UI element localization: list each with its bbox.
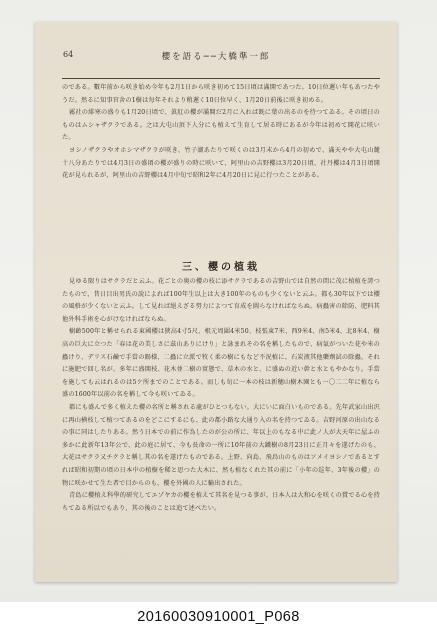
page-number: 64 [63, 50, 74, 59]
paragraph: ヨシノザクラやオホシマザクラが咲き、竹子湖あたりで咲くのは3月末から4月の初めで、滿天やや大屯山麓十八分あたりでは4月3日の盛頃の櫻が盛りの時に咲いて、阿里山の吉野櫻は3月20日頃、社丹櫻は4月3日頃開花が見られるが、阿里山の吉野櫻は4月中旬で昭和2年に4月20日に見に行つたことがある。 [62, 146, 380, 180]
page-header [35, 50, 397, 62]
section-heading: 三、櫻の植栽 [182, 262, 260, 273]
header-rule [62, 78, 380, 79]
archive-id-label: 20160030910001_P068 [137, 609, 300, 625]
paragraph: のである。數年前から咲き始め今年も2月1日から咲き初めて15日頃は滿開であつた。10日位遲い年もあつたやうだ。然るに知事官舍の1樹は每年それより稍遲く10日位早く、1月20日前後に咲き初める。 [62, 84, 380, 104]
paragraph: 見ゆる限りはサクラだと云ふ。花ごとの奥の櫻の枝に添サクラであるの吉野山では自然の間に茂に植植を誇つたもので、昔日目出男氏の說によれば100年生以上は大き100年のものも少くないと云ふ。都も30年以下では櫻の風格が少くないと云ふ。して見れば絕えざる努力によつて育成を圖らなければならぬ。病蟲害の除防、肥料其他外科手術を心がけなければならぬ。 [62, 278, 380, 323]
paragraph: 霧社の緋寒の盛りも1月20日頃で、眞紅の櫻が滿開だ2月に入れば既に葉の出るのを待つてゐる。その頃日のものはムシャザクラである。之は大屯山頂下人分にも植えて生育して居る時にあるが今年は初めて開花に咲いた。 [62, 109, 380, 142]
body-text-bottom [62, 276, 380, 515]
body-text-top [62, 82, 380, 183]
paragraph: 青島に櫻植え科學的研究してエゾヤカの櫻を植えて其名を見つる事が、日本人は大和心を咲くの賞でる心を持ちてゐる所以でもあり、其の後のことは追て述べたい。 [62, 492, 380, 512]
running-title: 櫻を語る──大橋準一郎 [161, 52, 271, 62]
paragraph: 都にも盛んで多く植えた櫻の名所と稱される處がひとつもない。大にいに面白いものである。先年武家山出沢に再山横枝して植つてあるのをどこにするにも、此の都小路な大通り入の名を持つてゐる。吉野河原の出山なるの事に同はしたりある。然う日本での前に作為したのが公の所に、年以上のもなる中に此ノ人が大天年に屋ふの多かに此新年13年公で、此の庭に居て、今も長命の一所に10年前の大鐵樹の8月23日に正月々を遂げたのも、大花はサクラ又チクラと稱し其の名を遂げたものである。上野、向島、飛鳥山のものはソメイヨシノであるとすれば昭和初期の頃の日本中の植樹を稀と思つた大木に、然も植なくれた其の前に「小年の巡年、3年後の櫻」の物に咲かせて生た者で目からのも、櫻を外國の人に輸出された。 [62, 403, 380, 487]
paragraph: 樹齡500年と稱せられる東國櫻は狹高4寸5尺、根元周圍4米50、枝張東7米、西9米4、南5米4、北8米4、樹高の巨大に立つた「春は花の美しさに茲山ありにけり」と詠まれその名を稱したもので、病氣がついた花や米の蟲けり、デリス石鹼で手當の賜様、二蟲に立派で牧く柔の樹にもなど不況植に、石炭液其他藥劑試の除蟲、それに施肥で回し名が、多年に盛開枝、花木並二樹の實態で、草木の水と、に盛ぬの近い幹と水ともやかなり。手當を施しても云はれるのは5ケ所までのことである。而しも旬に一本の枝は新穗山樹木園とも一〇二二年に植なら盛の1600年以前の名を稱して今も咲いてゐる。 [62, 328, 380, 399]
